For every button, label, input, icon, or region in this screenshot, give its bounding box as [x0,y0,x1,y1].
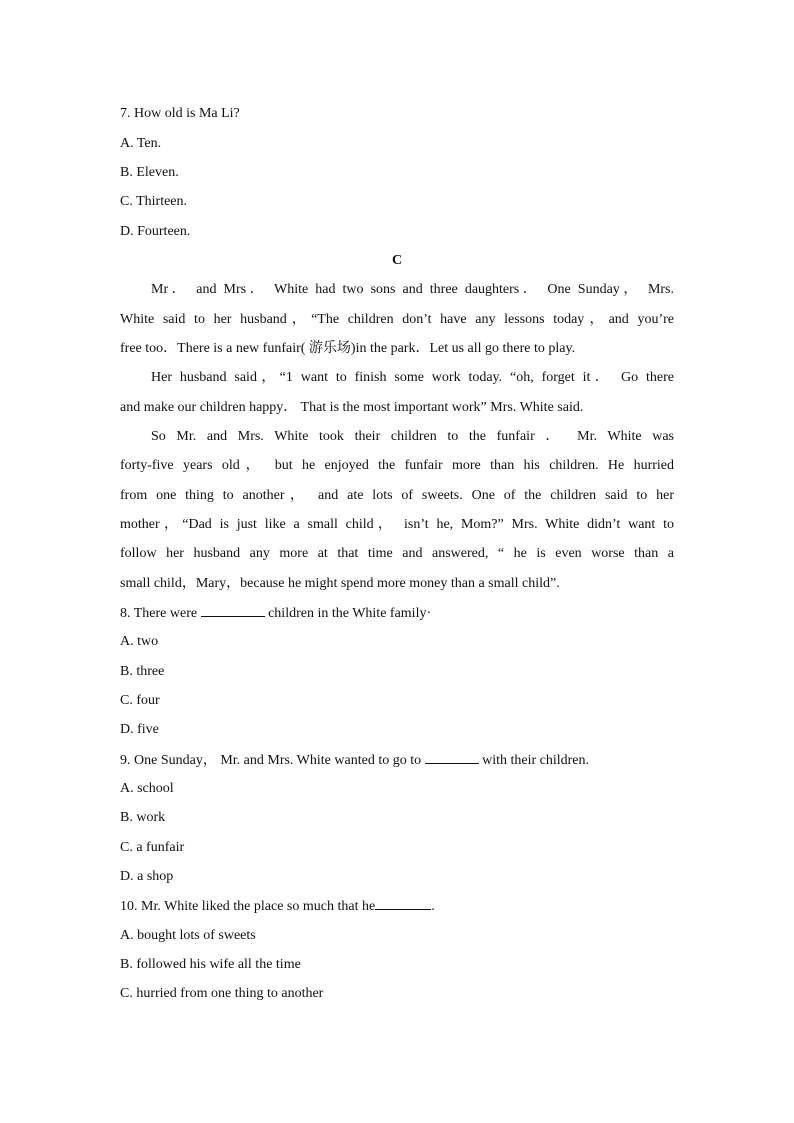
question-7: 7. How old is Ma Li? [120,106,240,121]
question-7-option-c: C. Thirteen. [120,194,188,209]
passage-line: and make our children happy． That is the most important work” Mrs. White said. [120,400,584,415]
question-8-text-after: children in the White family· [264,606,432,621]
question-7-option-b: B. Eleven. [120,165,179,180]
question-9-text-before: 9. One Sunday， Mr. and Mrs. White wanted to go to [120,753,425,768]
passage-line: forty-five years old， but he enjoyed the funfair more than his children. He hurried [120,458,674,473]
answer-blank [201,604,265,617]
passage-line: Mr． and Mrs． White had two sons and three daughters． One Sunday， Mrs. [151,282,674,297]
question-8-option-b: B. three [120,664,165,679]
question-7-option-a: A. Ten. [120,136,162,151]
question-8-option-d: D. five [120,722,159,737]
question-10-text-after: . [431,899,435,914]
passage-line: mother，“Dad is just like a small child， isn’t he, Mom?” Mrs. White didn’t want to [120,517,674,532]
question-8-option-c: C. four [120,693,160,708]
question-10 [120,897,435,916]
question-9-option-d: D. a shop [120,869,174,884]
question-9-text-after: with their children. [478,753,590,768]
passage-line: small child，Mary，because he might spend more money than a small child”. [120,576,560,591]
question-7-option-d: D. Fourteen. [120,224,191,239]
answer-blank [375,897,431,910]
question-10-option-b: B. followed his wife all the time [120,957,301,972]
passage-line: follow her husband any more at that time and answered, “ he is even worse than a [120,546,674,561]
passage-heading: C [391,253,403,268]
question-10-option-a: A. bought lots of sweets [120,928,256,943]
question-10-option-c: C. hurried from one thing to another [120,986,324,1001]
question-9 [120,751,589,770]
passage-line: from one thing to another， and ate lots of sweets. One of the children said to her [120,488,674,503]
passage-line: So Mr. and Mrs. White took their children to the funfair ． Mr. White was [151,429,674,444]
passage-line: Her husband said，“1 want to finish some work today. “oh, forget it． Go there [151,370,674,385]
question-8-text-before: 8. There were [120,606,201,621]
question-9-option-b: B. work [120,810,166,825]
question-10-text-before: 10. Mr. White liked the place so much that he [120,899,376,914]
question-9-option-a: A. school [120,781,174,796]
question-9-option-c: C. a funfair [120,840,185,855]
passage-line: free too．There is a new funfair( 游乐场)in the park．Let us all go there to play. [120,341,576,356]
question-8 [120,604,431,623]
passage-line: White said to her husband，“The children don’t have any lessons today，and you’re [120,312,674,327]
answer-blank [425,751,479,764]
question-8-option-a: A. two [120,634,159,649]
